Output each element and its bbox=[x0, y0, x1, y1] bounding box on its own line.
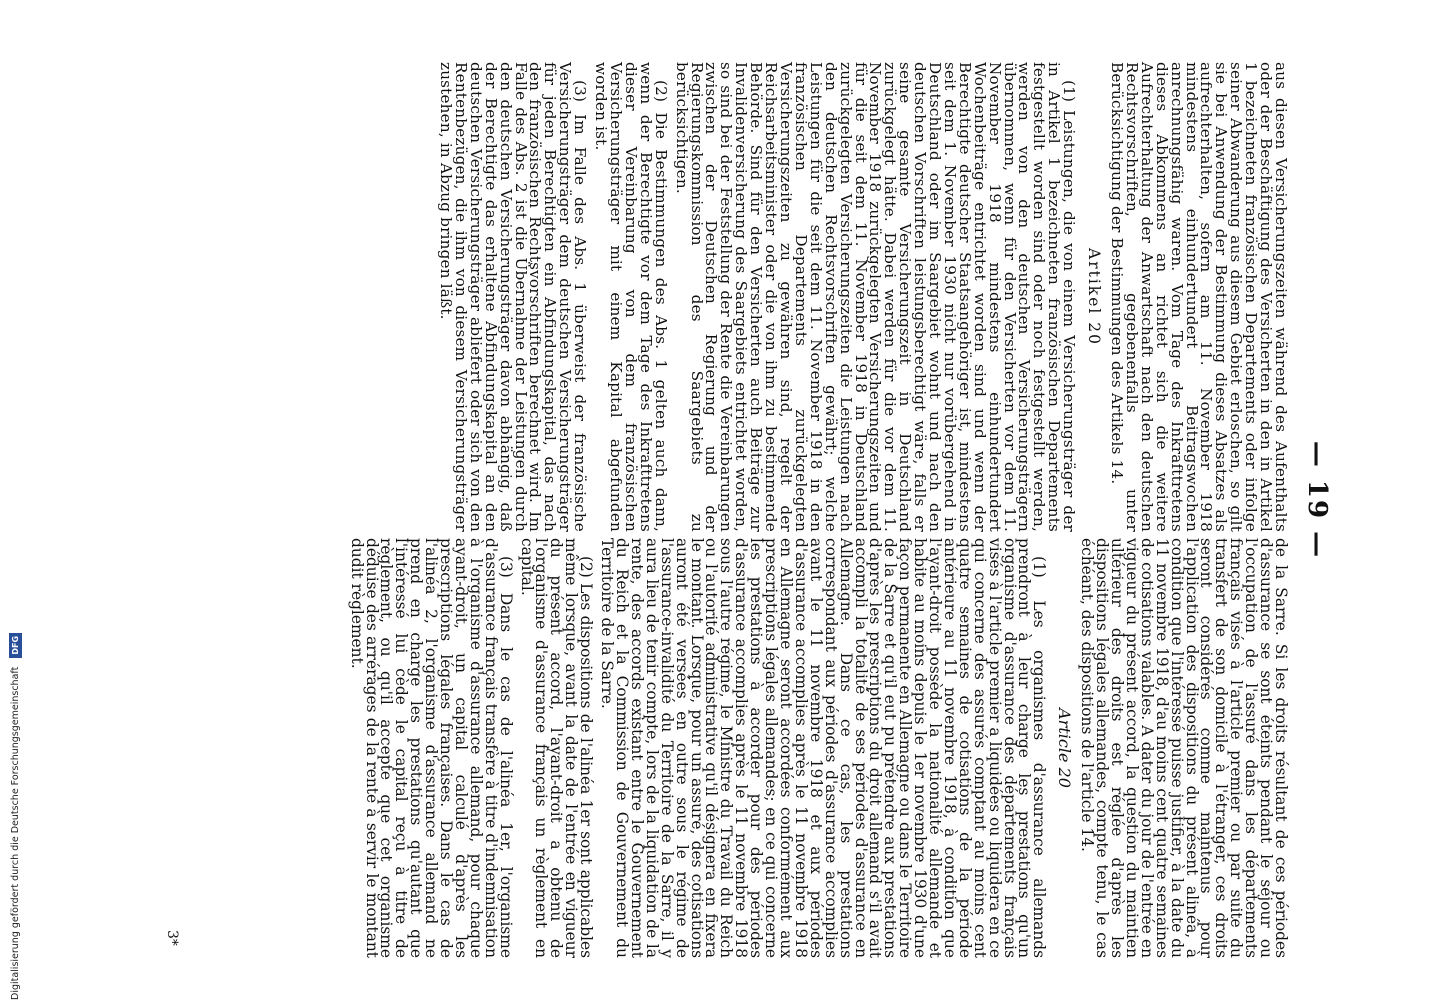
german-intro-paragraph: aus diesen Versicherungszeiten während des Aufenthalts oder der Beschäftigung des Versicherten in den in Artikel 1 bezeichneten französischen Departements oder infolge seiner Abwanderung aus diesem Gebiet erloschen, so gilt sie bei Anwendung der Bestimmung dieses Absatzes als aufrechterhalten, sofern am 11. November 1918 mindestens einhundertundert Beitragswochen anrechnungsfähig waren. Vom Tage des Inkrafttretens dieses Abkommens an richtet sich die weitere Aufrechterhaltung der Anwartschaft nach den deutschen Rechtsvorschriften, gegebenenfalls unter Berücksichtigung der Bestimmungen des Artikels 14. bbox=[1108, 62, 1290, 532]
digitization-footer bbox=[3, 0, 29, 1000]
french-column bbox=[343, 538, 1288, 958]
sheet-signature: 3* bbox=[164, 930, 180, 946]
french-paragraph-1: (1) Les organismes d'assurance allemands prendront à leur charge les prestations qu'un organisme d'assurance des départements français visés à l'article premier a liquidées ou liquidera en ce qui concerne des assurés comptant au moins cent quatre semaines de cotisations de la période antérieure au 11 novembre 1918, à condition que l'ayant-droit possède la nationalité allemande et habite au moins depuis le 1er novembre 1930 d'une façon permanente en Allemagne ou dans le Territoire de la Sarre et qu'il eut pu prétendre aux prestations d'après les prescriptions du droit allemand s'il avait accompli la totalité de ses périodes d'assurance en Allemagne. Dans ce cas, les prestations correspondant aux périodes d'assurance accomplies avant le 11 novembre 1918 et aux périodes d'assurance accomplies après le 11 novembre 1918 en Allemagne seront accordées conformément aux prescriptions légales allemandes; en ce qui concerne les prestations à accorder pour des périodes d'assurance accomplies après le 11 novembre 1918 sous l'autre régime, le Ministre du Travail du Reich ou l'autorité administrative qu'il désignera en fixera le montant. Lorsque, pour un assuré, des cotisations auront été versées en outre sous le régime de l'assurance-invalidité du Territoire de la Sarre, il y aura lieu de tenir compte, lors de la liquidation de la rente, des accords existant entre le Gouvernement du Reich et la Commission de Gouvernement du Territoire de la Sarre. bbox=[598, 538, 1049, 958]
french-intro-paragraph: de la Sarre. Si les droits résultant de ces périodes d'assurance se sont éteints pendant le séjour ou l'occupation de l'assuré dans les départements français visés à l'article premier ou par suite du transfert de son domicile à l'étranger, ces droits seront considérés comme maintenus pour l'application des dispositions du présent alinéa, à condition que l'intéressé puisse justifier, à la date du 11 novembre 1918, d'au moins cent quatre semaines de cotisations valables. A dater du jour de l'entrée en vigueur du présent accord, la question du maintien ultérieur des droits est réglée d'après les dispositions légales allemandes, compte tenu, le cas échéant, des dispositions de l'article 14. bbox=[1078, 538, 1290, 958]
german-paragraph-1: (1) Leistungen, die von einem Versicherungsträger der in Artikel 1 bezeichneten französischen Departements festgestellt worden sind oder noch festgestellt werden, werden von den deutschen Versicherungsträgern übernommen, wenn für den Versicherten vor dem 11. November 1918 mindestens einhundertundert Wochenbeiträge entrichtet worden sind und wenn der Berechtigte deutscher Staatsangehöriger ist, mindestens seit dem 1. November 1930 nicht nur vorübergehend in Deutschland oder im Saargebiet wohnt und nach den deutschen Vorschriften leistungsberechtigt wäre, falls er seine gesamte Versicherungszeit in Deutschland zurückgelegt hätte. Dabei werden für die vor dem 11. November 1918 zurückgelegten Versicherungszeiten und für die seit dem 11. November 1918 in Deutschland zurückgelegten Versicherungszeiten die Leistungen nach den deutschen Rechtsvorschriften gewährt; welche Leistungen für die seit dem 11. November 1918 in den französischen Departements zurückgelegten Versicherungszeiten zu gewähren sind, regelt der Reichsarbeitsminister oder die von ihm zu bestimmende Behörde. Sind für den Versicherten auch Beiträge zur Invalidenversicherung des Saargebiets entrichtet worden, so sind bei der Feststellung der Rente die Vereinbarungen zwischen der Deutschen Regierung und der Regierungskommission des Saargebiets zu berücksichtigen. bbox=[672, 62, 1079, 532]
german-paragraph-3: (3) Im Falle des Abs. 1 überweist der französische Versicherungsträger dem deutschen Versicherungsträger für jeden Berechtigten ein Abfindungskapital, das nach den französischen Rechtsvorschriften berechnet wird. Im Falle des Abs. 2 ist die Übernahme der Leistungen durch den deutschen Versicherungsträger davon abhängig, daß der Berechtigte das erhaltene Abfindungskapital an den deutschen Versicherungsträger abliefert oder sich von den Rentenbezügen, die ihm von diesem Versicherungsträger zustehen, in Abzug bringen läßt. bbox=[437, 62, 590, 532]
page-number: — 19 — bbox=[1302, 440, 1332, 560]
german-column bbox=[432, 62, 1288, 532]
dfg-logo: DFG bbox=[9, 633, 22, 658]
footer-text: Digitalisierung gefördert durch die Deutsche Forschungsgemeinschaft bbox=[10, 666, 21, 1000]
german-article-heading: Artikel 20 bbox=[1085, 248, 1104, 346]
french-paragraph-2: (2) Les dispositions de l'alinéa 1er sont applicables même lorsque, avant la date de l'entrée en vigueur du présent accord, l'ayant-droit a obtenu de l'organisme d'assurance français un règlement en capital. bbox=[517, 538, 596, 958]
rotated-page-content bbox=[100, 0, 1340, 1000]
french-article-heading: Article 20 bbox=[1055, 708, 1075, 788]
french-paragraph-3: (3) Dans le cas de l'alinéa 1er, l'organisme d'assurance français transfère à titre d'indemnisation à l'organisme d'assurance allemand, pour chaque ayant-droit, un capital calculé d'après les prescriptions légales françaises. Dans le cas de l'alinéa 2, l'organisme d'assurance allemand ne prend en charge les prestations qu'autant que l'intéressé lui cède le capital reçu à titre de règlement, ou qu'il accepte que cet organisme déduise des arrérages de la rente à servir le montant dudit règlement. bbox=[347, 538, 515, 958]
german-paragraph-2: (2) Die Bestimmungen des Abs. 1 gelten auch dann, wenn der Berechtigte vor dem Tage des Inkrafttretens dieser Vereinbarung von dem französischen Versicherungsträger mit einem Kapital abgefunden worden ist. bbox=[592, 62, 670, 532]
